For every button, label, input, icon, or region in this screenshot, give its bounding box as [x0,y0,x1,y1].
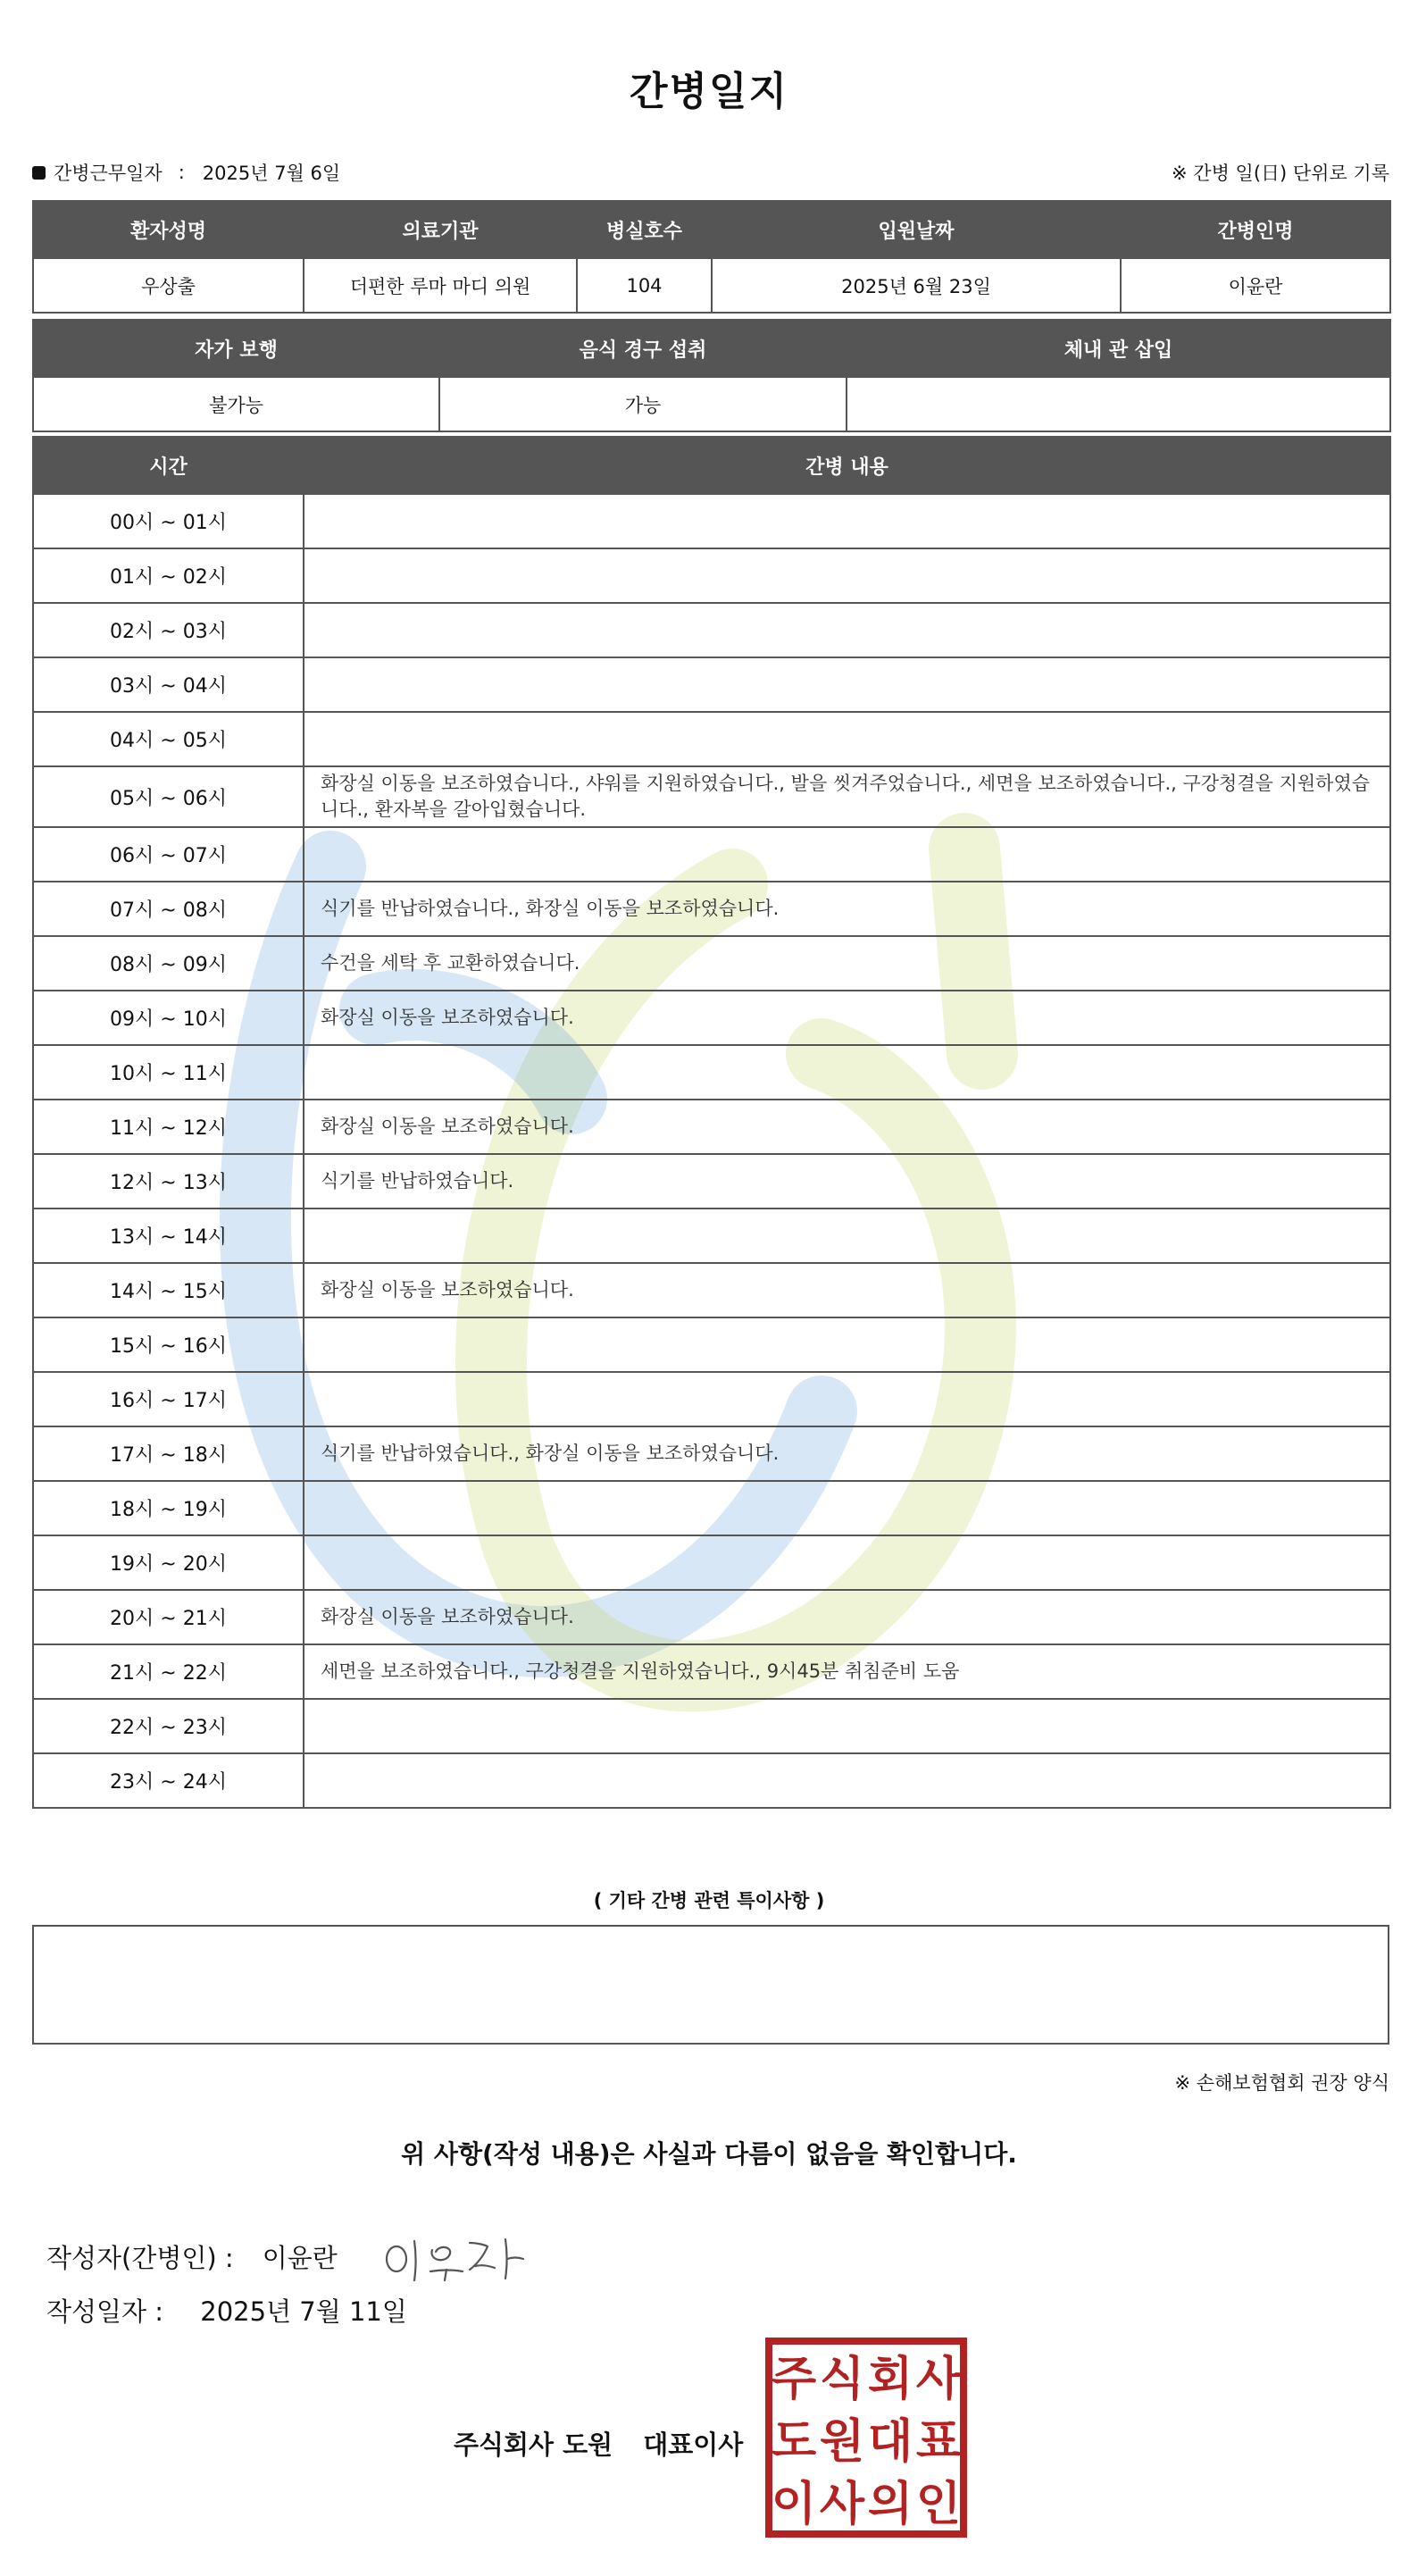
stamp-character: 이 [771,2478,817,2531]
log-time-cell: 13시 ~ 14시 [33,1209,304,1263]
header-tube-insertion: 체내 관 삽입 [847,320,1390,377]
status-table [32,319,1391,432]
log-time-cell: 10시 ~ 11시 [33,1045,304,1100]
company-title: 대표이사 [643,2430,744,2460]
table-row [33,1590,1390,1644]
patient-table-value-row [33,258,1390,313]
written-date-row [46,2292,407,2329]
log-content-cell: 세면을 보조하였습니다., 구강청결을 지원하였습니다., 9시45분 취침준비 도움 [304,1644,1390,1699]
log-time-cell: 05시 ~ 06시 [33,766,304,827]
log-content-cell [304,1317,1390,1372]
log-time-cell: 04시 ~ 05시 [33,712,304,766]
table-row [33,1535,1390,1590]
table-row [33,1753,1390,1808]
header-caregiver-name: 간병인명 [1121,201,1390,258]
log-content-cell [304,1045,1390,1100]
admission-date: 2025년 6월 23일 [712,258,1121,313]
company-signoff [454,2425,743,2462]
log-content-cell: 수건을 세탁 후 교환하였습니다. [304,936,1390,991]
tube-insertion-value [847,377,1390,431]
header-care-content: 간병 내용 [304,437,1390,494]
patient-table-header-row [33,201,1390,258]
stamp-character: 회 [867,2353,913,2406]
form-note: ※ 손해보험협회 권장 양식 [1174,2072,1389,2094]
log-time-cell: 07시 ~ 08시 [33,882,304,936]
stamp-character: 표 [915,2415,962,2469]
log-time-cell: 16시 ~ 17시 [33,1372,304,1426]
log-time-cell: 20시 ~ 21시 [33,1590,304,1644]
company-name: 주식회사 도원 [454,2430,613,2460]
company-seal-stamp [765,2338,967,2538]
log-table-body [33,494,1390,1808]
log-time-cell: 19시 ~ 20시 [33,1535,304,1590]
writer-name: 이윤란 [262,2242,338,2273]
table-row [33,1317,1390,1372]
square-bullet-icon [32,166,46,180]
log-content-cell [304,827,1390,882]
log-content-cell: 화장실 이동을 보조하였습니다. [304,1100,1390,1154]
self-walking-value: 불가능 [33,377,439,431]
handwritten-signature [377,2225,529,2287]
table-row [33,494,1390,548]
oral-intake-value: 가능 [439,377,847,431]
table-row [33,712,1390,766]
table-row [33,936,1390,991]
log-table-header-row [33,437,1390,494]
work-date-label: 간병근무일자 [54,163,163,184]
table-row [33,1372,1390,1426]
page-title: 간병일지 [629,69,788,114]
log-time-cell: 15시 ~ 16시 [33,1317,304,1372]
hospital-name: 더편한 루마 마디 의원 [304,258,577,313]
work-date [32,159,340,186]
caregiver-name: 이윤란 [1121,258,1390,313]
header-time: 시간 [33,437,304,494]
stamp-character: 원 [819,2415,865,2469]
log-time-cell: 00시 ~ 01시 [33,494,304,548]
table-row [33,991,1390,1045]
log-time-cell: 17시 ~ 18시 [33,1426,304,1481]
header-self-walking: 자가 보행 [33,320,439,377]
log-content-cell [304,1753,1390,1808]
log-content-cell: 식기를 반납하였습니다. [304,1154,1390,1209]
written-date-label: 작성일자 : [46,2296,164,2327]
log-time-cell: 14시 ~ 15시 [33,1263,304,1317]
log-time-cell: 02시 ~ 03시 [33,603,304,657]
log-time-cell: 23시 ~ 24시 [33,1753,304,1808]
log-content-cell [304,603,1390,657]
table-row [33,1426,1390,1481]
work-date-value: 2025년 7월 6일 [202,163,341,184]
header-oral-intake: 음식 경구 섭취 [439,320,847,377]
table-row [33,1481,1390,1535]
status-table-header-row [33,320,1390,377]
log-content-cell [304,657,1390,712]
log-time-cell: 09시 ~ 10시 [33,991,304,1045]
log-time-cell: 01시 ~ 02시 [33,548,304,603]
confirmation-statement: 위 사항(작성 내용)은 사실과 다름이 없음을 확인합니다. [401,2139,1017,2169]
special-notes-title: ( 기타 간병 관련 특이사항 ) [593,1890,825,1911]
log-content-cell: 화장실 이동을 보조하였습니다., 샤워를 지원하였습니다., 발을 씻겨주었습니다., 세면을 보조하였습니다., 구강청결을 지원하였습니다., 환자복을 갈아입혔습니다. [304,766,1390,827]
table-row [33,827,1390,882]
written-date-value: 2025년 7월 11일 [200,2296,407,2327]
unit-note: ※ 간병 일(日) 단위로 기록 [1172,163,1389,184]
log-content-cell [304,548,1390,603]
log-content-cell [304,712,1390,766]
log-content-cell [304,1209,1390,1263]
writer-label: 작성자(간병인) : [46,2242,234,2273]
log-time-cell: 12시 ~ 13시 [33,1154,304,1209]
log-content-cell [304,494,1390,548]
table-row [33,657,1390,712]
log-content-cell: 식기를 반납하였습니다., 화장실 이동을 보조하였습니다. [304,1426,1390,1481]
stamp-character: 의 [867,2478,913,2531]
log-time-cell: 03시 ~ 04시 [33,657,304,712]
table-row [33,1154,1390,1209]
header-room-number: 병실호수 [577,201,712,258]
log-content-cell: 화장실 이동을 보조하였습니다. [304,1263,1390,1317]
log-time-cell: 22시 ~ 23시 [33,1699,304,1753]
patient-name: 우상출 [33,258,304,313]
table-row [33,1100,1390,1154]
stamp-character: 사 [915,2353,962,2406]
log-content-cell [304,1372,1390,1426]
stamp-character: 도 [771,2415,817,2469]
log-time-cell: 18시 ~ 19시 [33,1481,304,1535]
special-notes-box [32,1925,1389,2045]
header-hospital: 의료기관 [304,201,577,258]
stamp-character: 식 [819,2353,865,2406]
log-time-cell: 21시 ~ 22시 [33,1644,304,1699]
log-content-cell [304,1481,1390,1535]
log-time-cell: 11시 ~ 12시 [33,1100,304,1154]
table-row [33,766,1390,827]
table-row [33,1644,1390,1699]
room-number: 104 [577,258,712,313]
log-time-cell: 08시 ~ 09시 [33,936,304,991]
log-time-cell: 06시 ~ 07시 [33,827,304,882]
header-patient-name: 환자성명 [33,201,304,258]
table-row [33,1699,1390,1753]
stamp-character: 주 [771,2353,817,2406]
care-log-table [32,436,1391,1809]
status-table-value-row [33,377,1390,431]
writer-row [46,2225,529,2287]
log-content-cell: 화장실 이동을 보조하였습니다. [304,1590,1390,1644]
log-content-cell: 식기를 반납하였습니다., 화장실 이동을 보조하였습니다. [304,882,1390,936]
work-date-row [32,159,1389,186]
table-row [33,603,1390,657]
log-content-cell [304,1535,1390,1590]
stamp-character: 대 [867,2415,913,2469]
table-row [33,548,1390,603]
table-row [33,1209,1390,1263]
work-date-colon: : [178,162,185,183]
header-admission-date: 입원날짜 [712,201,1121,258]
patient-info-table [32,200,1391,314]
table-row [33,1045,1390,1100]
stamp-character: 사 [819,2478,865,2531]
table-row [33,1263,1390,1317]
stamp-character: 인 [915,2478,962,2531]
log-content-cell [304,1699,1390,1753]
log-content-cell: 화장실 이동을 보조하였습니다. [304,991,1390,1045]
table-row [33,882,1390,936]
